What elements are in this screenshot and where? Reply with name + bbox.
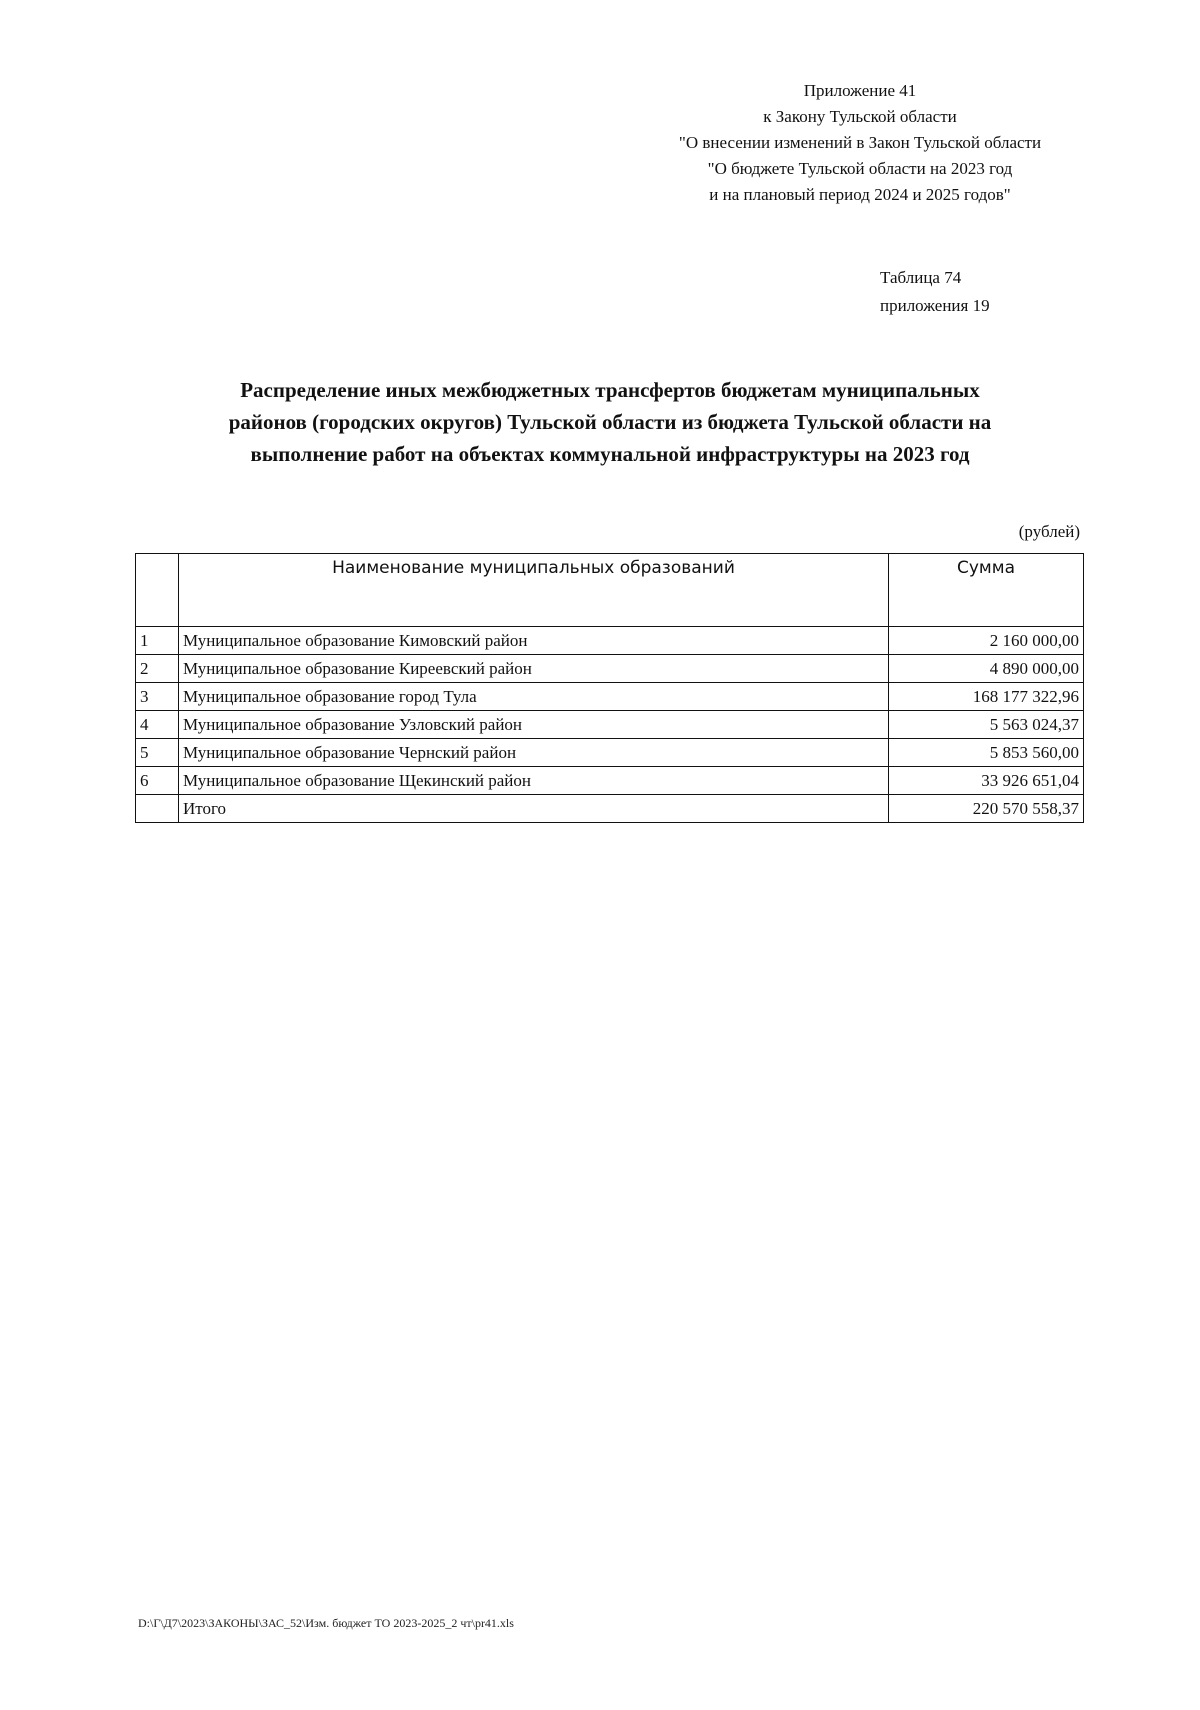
- table-row: [136, 655, 1084, 683]
- row-sum: 168 177 322,96: [889, 683, 1084, 711]
- header-name-cell: Наименование муниципальных образований: [179, 554, 889, 627]
- row-num: 5: [136, 739, 179, 767]
- table-row: [136, 739, 1084, 767]
- row-name: Муниципальное образование Кимовский район: [179, 627, 889, 655]
- appendix-header: [640, 78, 1080, 208]
- appendix-line: и на плановый период 2024 и 2025 годов": [709, 185, 1011, 204]
- row-num: 1: [136, 627, 179, 655]
- row-num: 6: [136, 767, 179, 795]
- title-line: Распределение иных межбюджетных трансфертов бюджетам муниципальных: [240, 378, 980, 402]
- title-line: выполнение работ на объектах коммунальной инфраструктуры на 2023 год: [250, 442, 970, 466]
- table-ref-line: Таблица 74: [880, 268, 962, 287]
- row-sum: 5 853 560,00: [889, 739, 1084, 767]
- total-sum: 220 570 558,37: [889, 795, 1084, 823]
- table-row: [136, 767, 1084, 795]
- table-row: [136, 683, 1084, 711]
- table-row: [136, 627, 1084, 655]
- appendix-line: "О бюджете Тульской области на 2023 год: [707, 159, 1013, 178]
- header-num-cell: [136, 554, 179, 627]
- header-sum-cell: Сумма: [889, 554, 1084, 627]
- transfers-table: [135, 553, 1084, 823]
- row-name: Муниципальное образование город Тула: [179, 683, 889, 711]
- table-ref-line: приложения 19: [880, 296, 990, 315]
- row-name: Муниципальное образование Чернский район: [179, 739, 889, 767]
- file-path-footer: D:\Г\Д7\2023\ЗАКОНЫ\ЗАС_52\Изм. бюджет ТО 2023-2025_2 чт\pr41.xls: [138, 1616, 514, 1630]
- row-sum: 33 926 651,04: [889, 767, 1084, 795]
- row-sum: 2 160 000,00: [889, 627, 1084, 655]
- appendix-line: Приложение 41: [803, 81, 917, 100]
- units-label: (рублей): [1018, 522, 1080, 541]
- row-num: 2: [136, 655, 179, 683]
- table-row: [136, 711, 1084, 739]
- row-name: Муниципальное образование Щекинский район: [179, 767, 889, 795]
- table-reference: [880, 264, 1040, 320]
- appendix-line: "О внесении изменений в Закон Тульской области: [678, 133, 1042, 152]
- row-name: Муниципальное образование Киреевский район: [179, 655, 889, 683]
- title-line: районов (городских округов) Тульской области из бюджета Тульской области на: [228, 410, 992, 434]
- document-title: [130, 374, 1090, 470]
- row-sum: 4 890 000,00: [889, 655, 1084, 683]
- row-num: 3: [136, 683, 179, 711]
- total-label: Итого: [179, 795, 889, 823]
- row-num: 4: [136, 711, 179, 739]
- table-header-row: [136, 554, 1084, 627]
- appendix-line: к Закону Тульской области: [763, 107, 957, 126]
- row-name: Муниципальное образование Узловский район: [179, 711, 889, 739]
- total-row: [136, 795, 1084, 823]
- total-num-cell: [136, 795, 179, 823]
- row-sum: 5 563 024,37: [889, 711, 1084, 739]
